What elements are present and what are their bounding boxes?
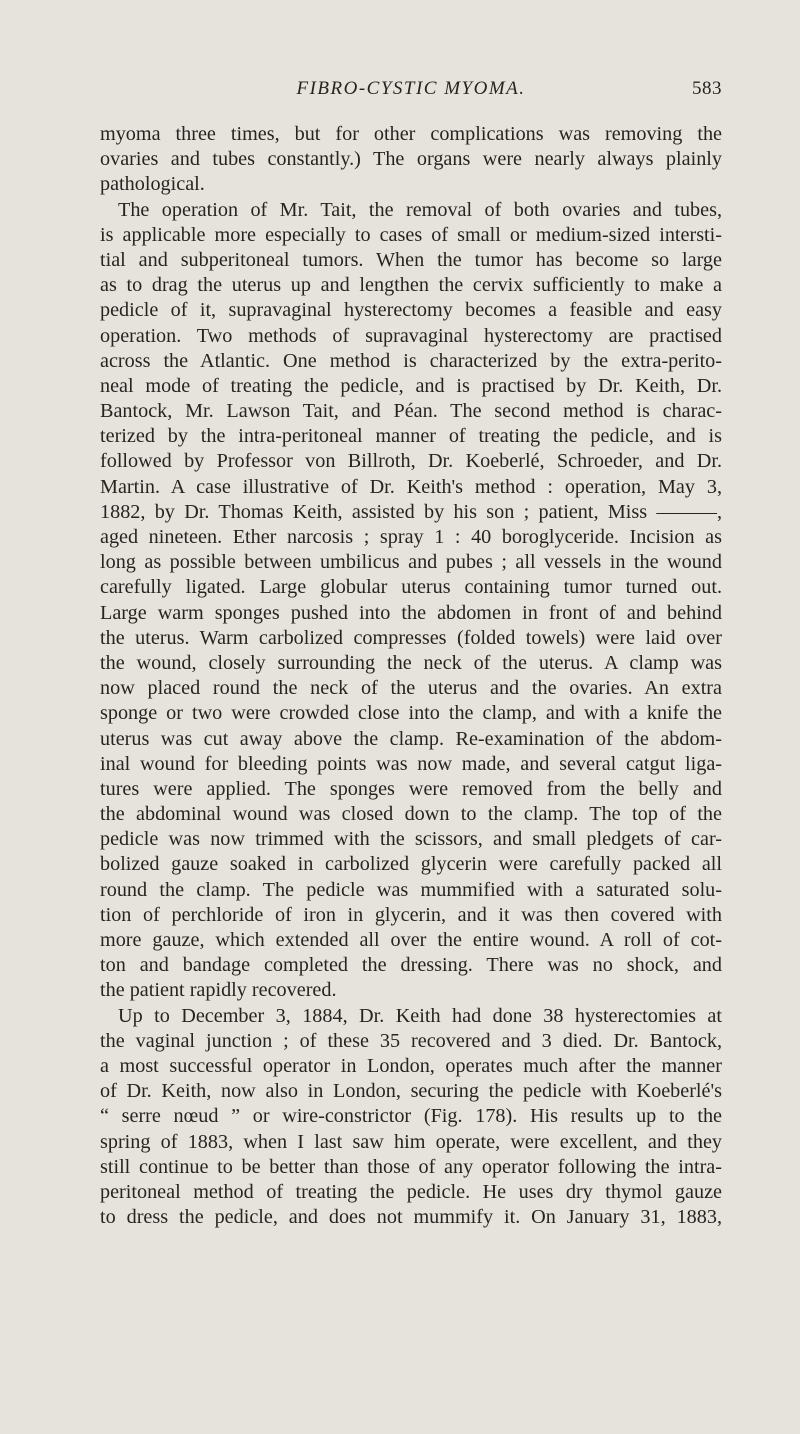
- text-line: long as possible between umbilicus and pubes ; all vessels in the wound: [100, 551, 722, 574]
- text-line: tion of perchloride of iron in glycerin, and it was then covered with: [100, 903, 722, 926]
- body-text: [100, 122, 722, 1230]
- text-line: pedicle of it, supravaginal hysterectomy becomes a feasible and easy: [100, 299, 722, 322]
- text-line: pathological.: [100, 173, 205, 196]
- text-line: spring of 1883, when I last saw him operate, were excellent, and they: [100, 1130, 722, 1153]
- text-line: operation. Two methods of supravaginal hysterectomy are practised: [100, 324, 722, 347]
- text-line: Martin. A case illustrative of Dr. Keith's method : operation, May 3,: [100, 475, 722, 498]
- text-line: inal wound for bleeding points was now made, and several catgut liga-: [100, 752, 722, 775]
- text-line: followed by Professor von Billroth, Dr. Koeberlé, Schroeder, and Dr.: [100, 450, 722, 473]
- text-line: the patient rapidly recovered.: [100, 979, 337, 1002]
- text-line: a most successful operator in London, operates much after the manner: [100, 1054, 722, 1077]
- text-line: terized by the intra-peritoneal manner of treating the pedicle, and is: [100, 425, 722, 448]
- text-line: carefully ligated. Large globular uterus containing tumor turned out.: [100, 576, 722, 599]
- text-line: the uterus. Warm carbolized compresses (folded towels) were laid over: [100, 626, 722, 649]
- text-line: peritoneal method of treating the pedicle. He uses dry thymol gauze: [100, 1180, 722, 1203]
- text-line: neal mode of treating the pedicle, and is practised by Dr. Keith, Dr.: [100, 374, 722, 397]
- text-line: the vaginal junction ; of these 35 recovered and 3 died. Dr. Bantock,: [100, 1029, 722, 1052]
- text-line: ton and bandage completed the dressing. There was no shock, and: [100, 954, 722, 977]
- text-line: to dress the pedicle, and does not mummify it. On January 31, 1883,: [100, 1206, 722, 1229]
- text-line: ovaries and tubes constantly.) The organs were nearly always plainly: [100, 148, 722, 171]
- text-line: of Dr. Keith, now also in London, securing the pedicle with Koeberlé's: [100, 1080, 722, 1103]
- text-line: The operation of Mr. Tait, the removal of both ovaries and tubes,: [118, 198, 722, 221]
- text-line: round the clamp. The pedicle was mummified with a saturated solu-: [100, 878, 722, 901]
- text-line: aged nineteen. Ether narcosis ; spray 1 : 40 boroglyceride. Incision as: [100, 526, 722, 548]
- text-line: myoma three times, but for other complications was removing the: [100, 123, 722, 145]
- text-line: “ serre nœud ” or wire-constrictor (Fig. 178). His results up to the: [100, 1105, 722, 1128]
- text-line: as to drag the uterus up and lengthen the cervix sufficiently to make a: [100, 274, 722, 297]
- text-line: across the Atlantic. One method is characterized by the extra-perito-: [100, 349, 722, 372]
- text-line: is applicable more especially to cases of small or medium-sized intersti-: [100, 223, 722, 246]
- text-line: tial and subperitoneal tumors. When the tumor has become so large: [100, 248, 722, 271]
- text-line: Up to December 3, 1884, Dr. Keith had done 38 hysterectomies at: [118, 1004, 722, 1027]
- text-line: more gauze, which extended all over the entire wound. A roll of cot-: [100, 929, 722, 951]
- text-line: Large warm sponges pushed into the abdomen in front of and behind: [100, 601, 722, 624]
- text-line: tures were applied. The sponges were removed from the belly and: [100, 777, 722, 800]
- text-line: the abdominal wound was closed down to the clamp. The top of the: [100, 803, 722, 826]
- page-header: [100, 78, 722, 108]
- text-line: now placed round the neck of the uterus and the ovaries. An extra: [100, 677, 722, 700]
- text-line: Bantock, Mr. Lawson Tait, and Péan. The second method is charac-: [100, 400, 722, 423]
- text-line: sponge or two were crowded close into the clamp, and with a knife the: [100, 702, 722, 725]
- text-line: 1882, by Dr. Thomas Keith, assisted by his son ; patient, Miss ———,: [100, 500, 722, 523]
- text-line: the wound, closely surrounding the neck of the uterus. A clamp was: [100, 651, 722, 674]
- text-line: still continue to be better than those of any operator following the intra-: [100, 1155, 722, 1178]
- page-number: 583: [692, 78, 722, 99]
- running-title: FIBRO-CYSTIC MYOMA.: [296, 78, 526, 99]
- text-line: bolized gauze soaked in carbolized glycerin were carefully packed all: [100, 853, 722, 876]
- text-line: pedicle was now trimmed with the scissors, and small pledgets of car-: [100, 828, 722, 851]
- text-line: uterus was cut away above the clamp. Re-examination of the abdom-: [100, 727, 722, 750]
